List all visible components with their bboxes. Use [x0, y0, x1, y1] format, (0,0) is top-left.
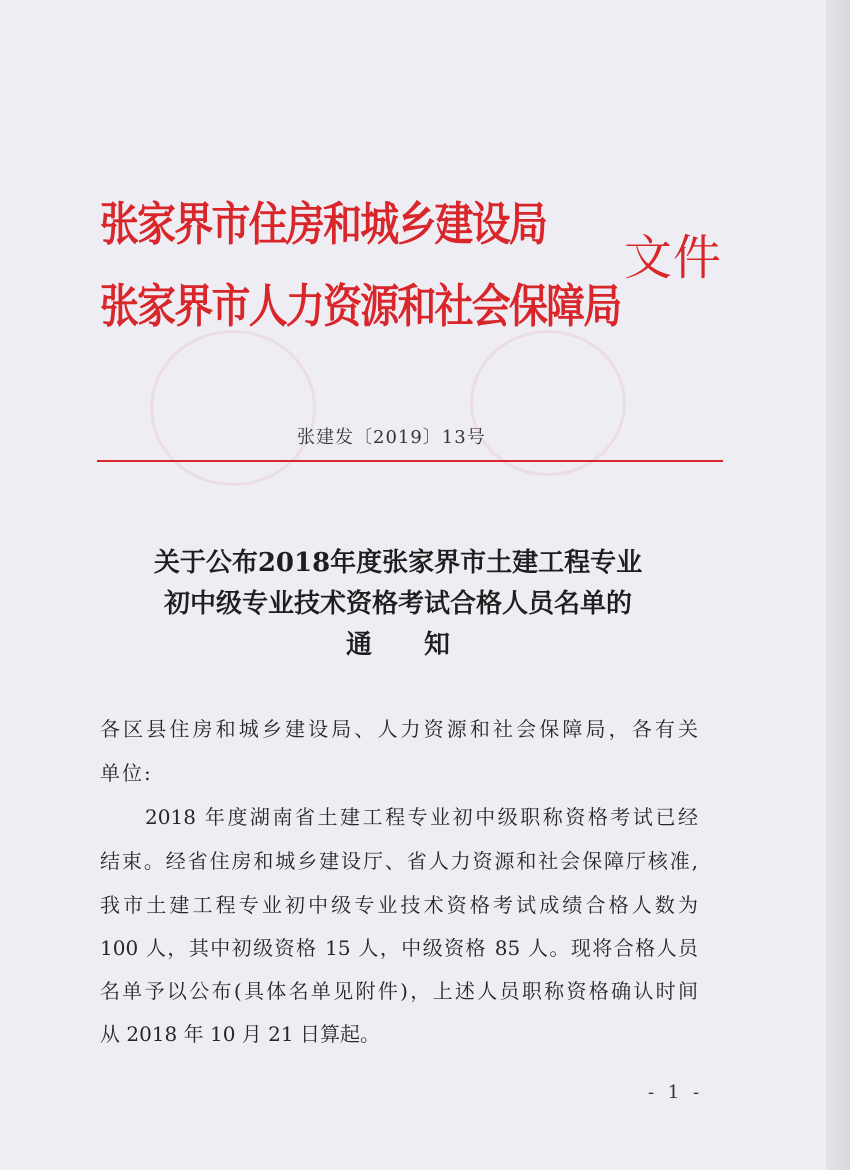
body-line: 单位:: [100, 761, 153, 785]
body-line: 从 2018 年 10 月 21 日算起。: [100, 1022, 380, 1046]
document-number: 张建发〔2019〕13号: [297, 427, 486, 448]
official-seal-left: [150, 330, 316, 486]
official-seal-right: [470, 330, 626, 476]
notice-title-line-1: 关于公布2018年度张家界市土建工程专业: [153, 548, 643, 578]
scan-edge: [826, 0, 850, 1170]
issuing-org-housing: 张家界市住房和城乡建设局: [100, 197, 547, 251]
notice-title-line-2: 初中级专业技术资格考试合格人员名单的: [163, 589, 632, 619]
body-line: 各区县住房和城乡建设局、人力资源和社会保障局，各有关: [100, 717, 698, 741]
body-line: 结束。经省住房和城乡建设厅、省人力资源和社会保障厅核准,: [100, 849, 698, 873]
body-line: 我市土建工程专业初中级专业技术资格考试成绩合格人数为: [100, 893, 698, 917]
body-line: 100 人，其中初级资格 15 人，中级资格 85 人。现将合格人员: [100, 936, 698, 960]
page-number: - 1 -: [648, 1082, 704, 1103]
red-divider: [97, 460, 723, 462]
issuing-org-hr: 张家界市人力资源和社会保障局: [100, 279, 621, 333]
notice-title-line-3: 通 知: [345, 630, 450, 660]
document-type-label: 文件: [624, 230, 723, 286]
body-line: 2018 年度湖南省土建工程专业初中级职称资格考试已经: [100, 805, 698, 829]
body-line: 名单予以公布(具体名单见附件)，上述人员职称资格确认时间: [100, 979, 698, 1003]
